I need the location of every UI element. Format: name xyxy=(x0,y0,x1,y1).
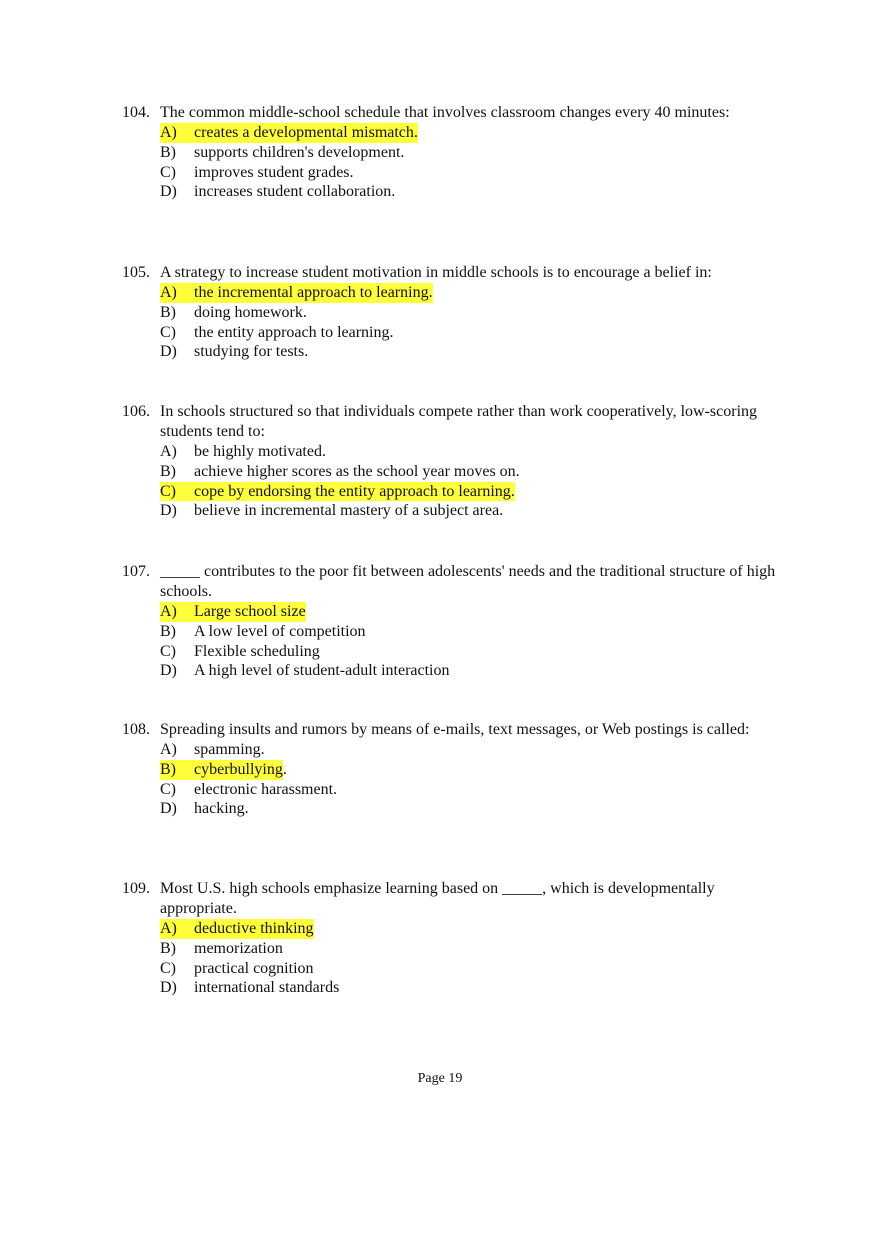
option-b xyxy=(160,939,782,959)
question-text: The common middle-school schedule that involves classroom changes every 40 minutes: xyxy=(160,104,730,121)
option-text: practical cognition xyxy=(194,959,314,977)
answer-highlight xyxy=(160,919,314,939)
option-text: A low level of competition xyxy=(194,622,366,640)
page-number: Page 19 xyxy=(417,1071,463,1086)
option-a xyxy=(160,442,782,462)
answer-highlight xyxy=(160,602,306,622)
option-list xyxy=(160,123,782,202)
option-text: be highly motivated. xyxy=(194,443,326,460)
question-108 xyxy=(122,720,782,819)
question-text: A strategy to increase student motivation in middle schools is to encourage a belief in: xyxy=(160,264,712,281)
option-d xyxy=(160,978,782,998)
option-b xyxy=(160,760,782,780)
option-list xyxy=(160,283,782,362)
option-d xyxy=(160,342,782,362)
option-letter: C) xyxy=(160,482,176,500)
option-a xyxy=(160,919,782,939)
option-letter: A) xyxy=(160,603,177,620)
option-letter: B) xyxy=(160,303,176,321)
question-109 xyxy=(122,879,782,998)
option-letter: C) xyxy=(160,642,176,660)
option-letter: C) xyxy=(160,780,176,798)
answer-highlight xyxy=(160,760,283,780)
option-text: improves student grades. xyxy=(194,163,354,181)
answer-highlight xyxy=(160,482,515,502)
answer-highlight xyxy=(160,283,433,303)
option-letter: B) xyxy=(160,622,176,640)
option-letter: B) xyxy=(160,760,176,778)
option-letter: D) xyxy=(160,502,177,520)
option-text: memorization xyxy=(194,939,283,957)
question-text: Spreading insults and rumors by means of e-mails, text messages, or Web postings is called: xyxy=(160,721,750,738)
option-b xyxy=(160,143,782,163)
option-letter: A) xyxy=(160,124,177,141)
option-b xyxy=(160,462,782,482)
option-text: the entity approach to learning. xyxy=(194,323,394,341)
option-letter: B) xyxy=(160,462,176,480)
question-106 xyxy=(122,402,782,521)
option-text: the incremental approach to learning. xyxy=(194,284,433,301)
question-number: 104. xyxy=(122,104,150,121)
option-text: electronic harassment. xyxy=(194,780,338,798)
option-c xyxy=(160,959,782,979)
question-text: In schools structured so that individuals compete rather than work cooperatively, low-scoring students tend to: xyxy=(160,403,758,440)
question-number: 109. xyxy=(122,880,150,897)
option-d xyxy=(160,182,782,202)
question-105 xyxy=(122,263,782,362)
question-number: 105. xyxy=(122,264,150,281)
option-letter: A) xyxy=(160,741,177,758)
option-letter: B) xyxy=(160,143,176,161)
option-text: A high level of student-adult interaction xyxy=(194,662,450,680)
option-list xyxy=(160,740,782,819)
option-text: deductive thinking xyxy=(194,920,314,937)
option-a xyxy=(160,123,782,143)
option-letter: A) xyxy=(160,284,177,301)
option-letter: D) xyxy=(160,662,177,680)
option-letter: D) xyxy=(160,343,177,361)
option-a xyxy=(160,740,782,760)
option-c xyxy=(160,780,782,800)
option-letter: A) xyxy=(160,920,177,937)
option-c xyxy=(160,163,782,183)
answer-highlight xyxy=(160,123,418,143)
option-text: supports children's development. xyxy=(194,143,405,161)
option-d xyxy=(160,661,782,681)
option-text: Large school size xyxy=(194,603,306,620)
question-number: 106. xyxy=(122,403,150,420)
option-letter: C) xyxy=(160,323,176,341)
option-b xyxy=(160,303,782,323)
question-104 xyxy=(122,103,782,202)
option-suffix: . xyxy=(282,760,287,778)
option-letter: C) xyxy=(160,163,176,181)
option-text: international standards xyxy=(194,979,340,997)
option-text: cope by endorsing the entity approach to learning. xyxy=(194,482,515,500)
option-text: achieve higher scores as the school year moves on. xyxy=(194,462,520,480)
option-a xyxy=(160,602,782,622)
option-a xyxy=(160,283,782,303)
option-text: increases student collaboration. xyxy=(194,183,396,201)
option-letter: A) xyxy=(160,443,177,460)
option-list xyxy=(160,442,782,521)
option-text: studying for tests. xyxy=(194,343,309,361)
option-text: doing homework. xyxy=(194,303,307,321)
option-letter: B) xyxy=(160,939,176,957)
question-number: 107. xyxy=(122,563,150,580)
option-text: Flexible scheduling xyxy=(194,642,320,660)
option-letter: D) xyxy=(160,979,177,997)
option-text: cyberbullying xyxy=(194,760,283,778)
option-d xyxy=(160,501,782,521)
option-list xyxy=(160,602,782,681)
option-b xyxy=(160,622,782,642)
option-d xyxy=(160,799,782,819)
option-c xyxy=(160,642,782,662)
question-text: Most U.S. high schools emphasize learning based on _____, which is developmentally appropriate. xyxy=(160,880,715,917)
question-text: _____ contributes to the poor fit between adolescents' needs and the traditional structure of high schools. xyxy=(160,563,776,600)
option-letter: D) xyxy=(160,183,177,201)
option-text: spamming. xyxy=(194,741,265,758)
question-number: 108. xyxy=(122,721,150,738)
option-text: believe in incremental mastery of a subject area. xyxy=(194,502,504,520)
option-c xyxy=(160,482,782,502)
option-text: hacking. xyxy=(194,800,249,818)
option-text: creates a developmental mismatch. xyxy=(194,124,418,141)
option-list xyxy=(160,919,782,998)
option-letter: D) xyxy=(160,800,177,818)
question-107 xyxy=(122,562,782,681)
option-c xyxy=(160,323,782,343)
option-letter: C) xyxy=(160,959,176,977)
